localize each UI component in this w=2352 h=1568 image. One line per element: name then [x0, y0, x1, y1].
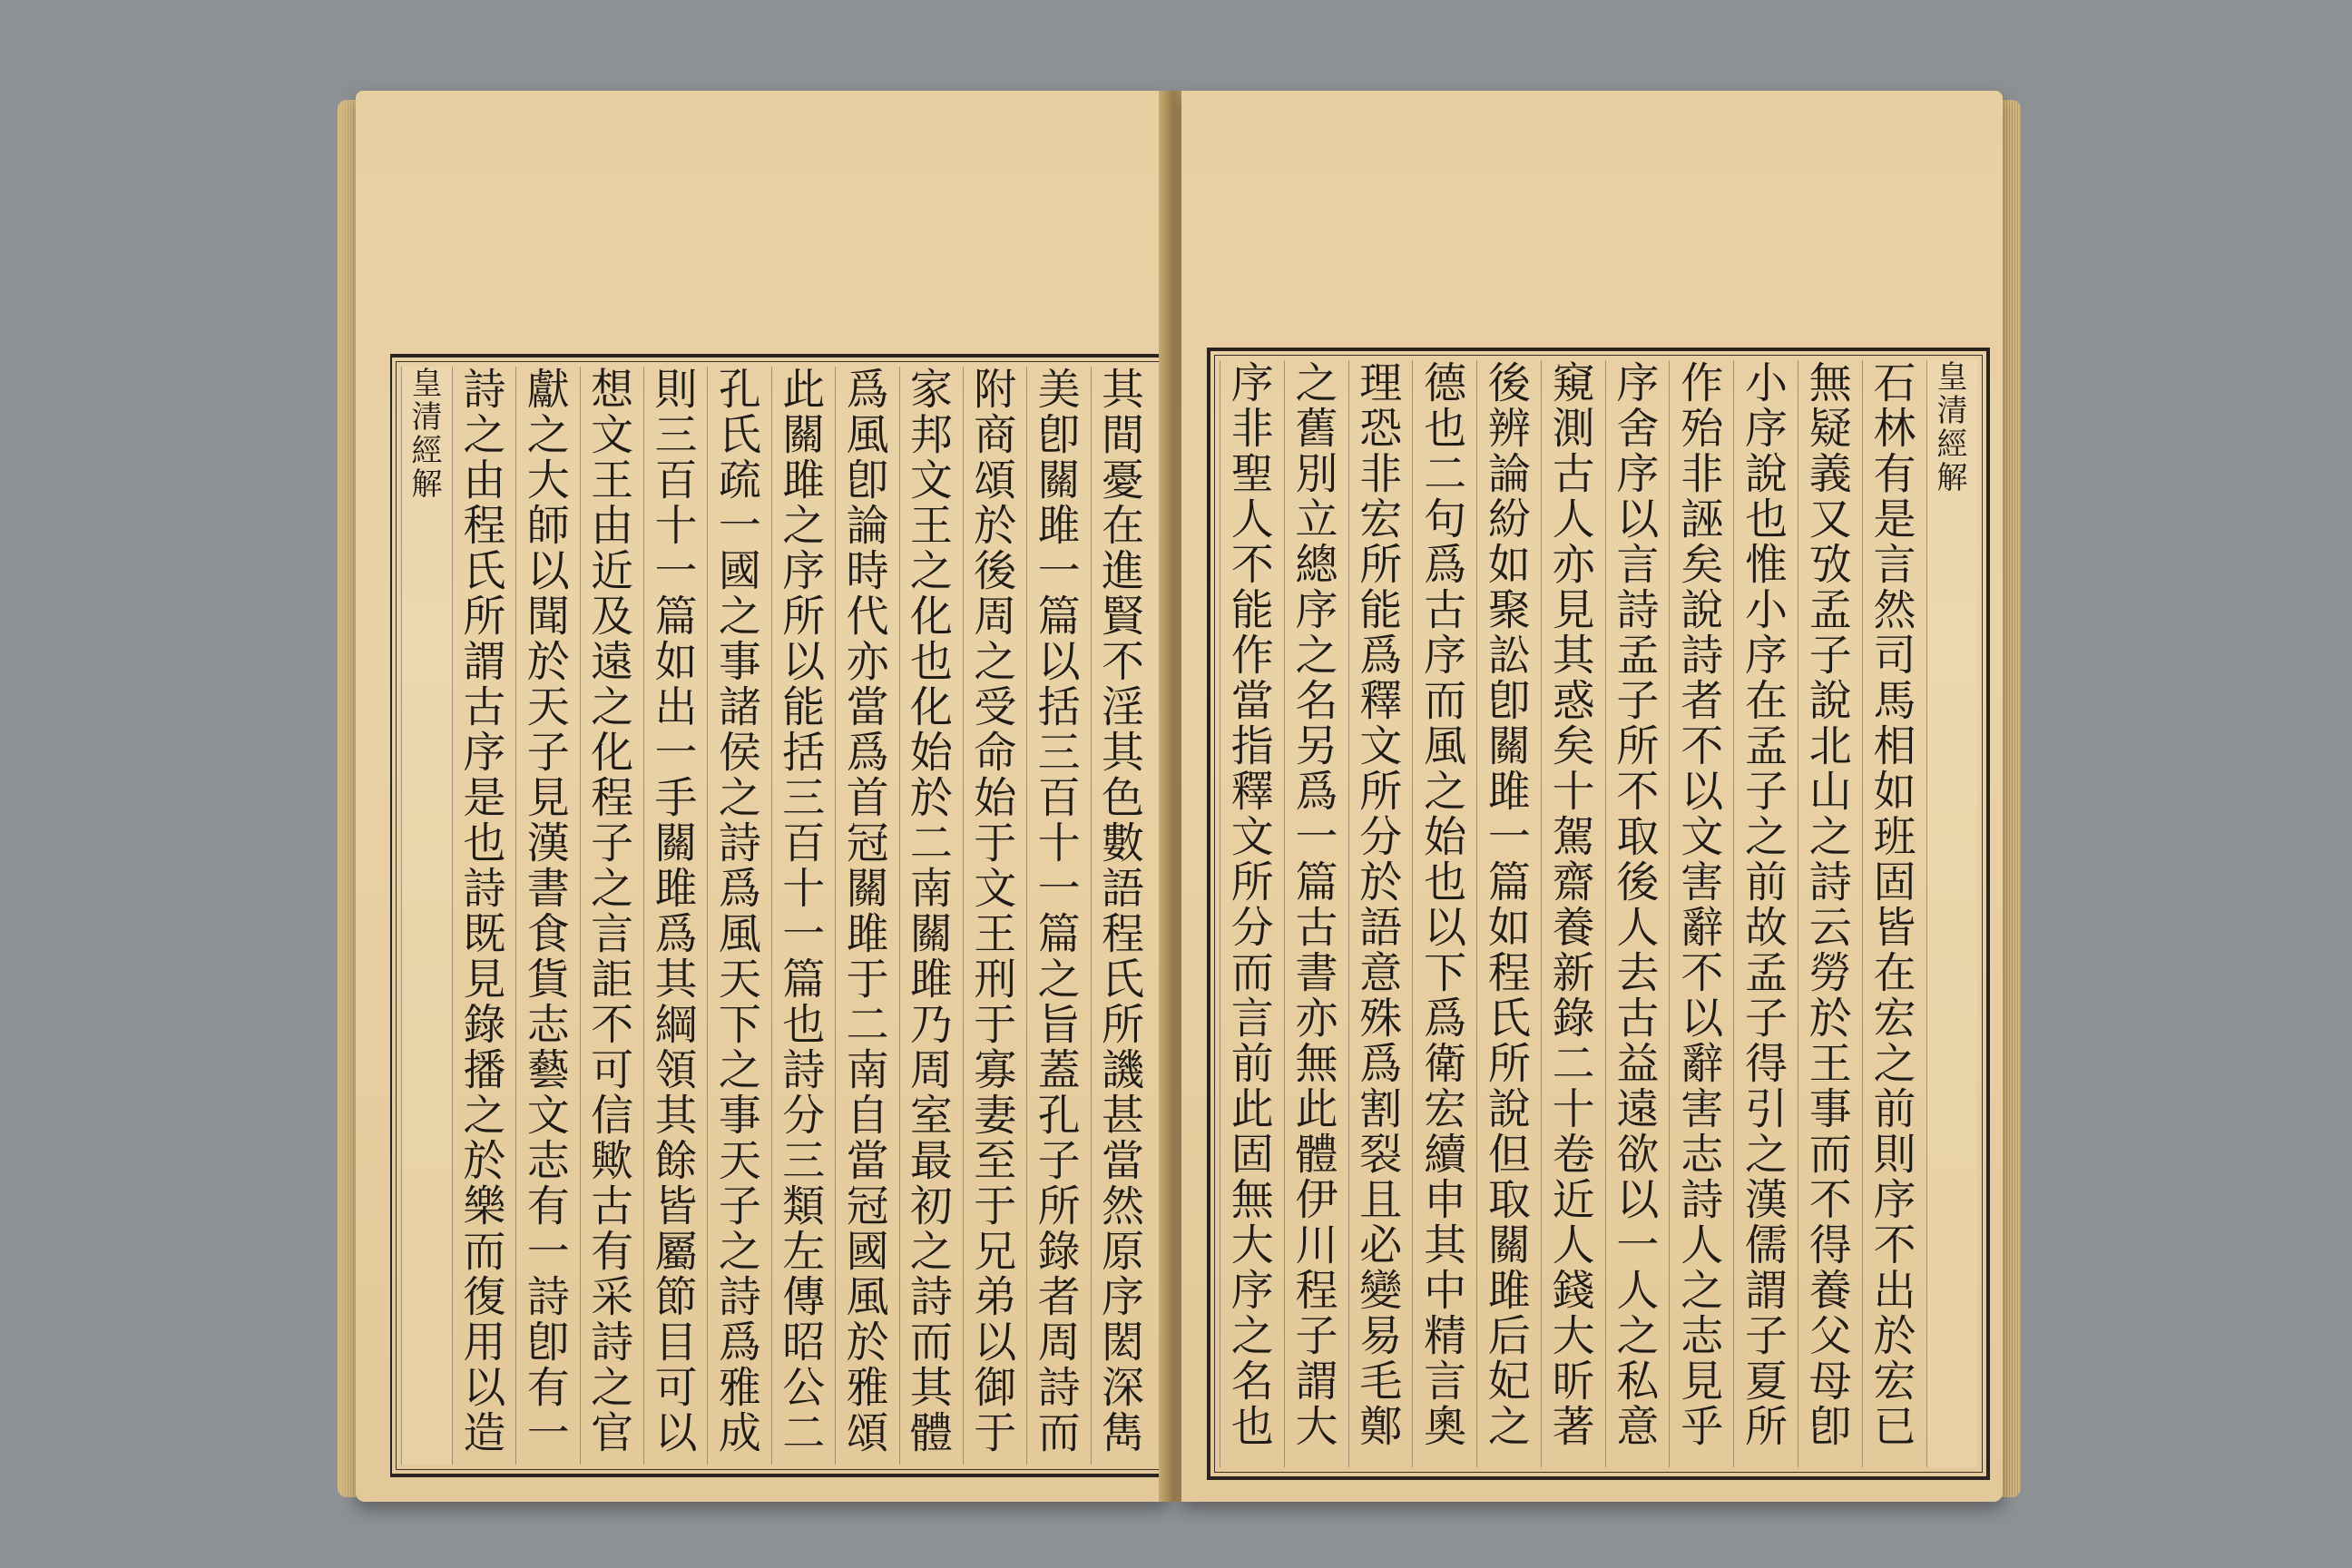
text-column: 後辨論紛如聚訟卽關雎一篇如程氏所說但取關雎后妃之	[1476, 360, 1541, 1467]
text-column: 附商頌於後周之受命始于文王刑于寡妻至于兄弟以御于	[963, 367, 1026, 1465]
text-column: 之舊別立總序之名另爲一篇古書亦無此體伊川程子謂大	[1284, 360, 1348, 1467]
text-column: 家邦文王之化也化始於二南關雎乃周室最初之詩而其體	[899, 367, 963, 1465]
text-column: 其間憂在進賢不淫其色數語程氏所譏甚當然原序閎深雋	[1091, 367, 1154, 1465]
center-fold-column	[401, 367, 452, 1465]
left-page-frame	[390, 354, 1167, 1477]
text-column: 序非聖人不能作當指釋文所分而言前此固無大序之名也	[1220, 360, 1284, 1467]
book-title: 皇清經解	[406, 367, 443, 501]
text-column: 此關雎之序所以能括三百十一篇也詩分三類左傳昭公二	[771, 367, 835, 1465]
text-column: 想文王由近及遠之化程子之言詎不可信歟古有采詩之官	[580, 367, 643, 1465]
text-column: 獻之大師以聞於天子見漢書食貨志藝文志有一詩卽有一	[515, 367, 579, 1465]
text-column: 詩之由程氏所謂古序是也詩既見錄播之於樂而復用以造	[452, 367, 515, 1465]
text-column: 理恐非宏所能爲釋文所分於語意殊爲割裂且必變易毛鄭	[1348, 360, 1413, 1467]
text-column: 德也二句爲古序而風之始也以下爲衛宏續申其中精言奧	[1412, 360, 1476, 1467]
text-column: 則三百十一篇如出一手關雎爲其綱領其餘皆屬節目可以	[643, 367, 707, 1465]
right-page	[1181, 91, 2003, 1502]
center-fold-column	[1926, 360, 1977, 1467]
text-column: 爲風卽論時代亦當爲首冠關雎于二南自當冠國風於雅頌	[835, 367, 898, 1465]
text-column: 序舍序以言詩孟子所不取後人去古益遠欲以一人之私意	[1605, 360, 1670, 1467]
left-page	[356, 91, 1168, 1502]
text-column: 窺測古人亦見其惑矣十駕齋養新錄二十卷近人錢大昕著	[1541, 360, 1605, 1467]
right-text-area	[1220, 360, 1977, 1467]
text-column: 孔氏疏一國之事諸侯之詩爲風天下之事天子之詩爲雅成	[707, 367, 770, 1465]
right-page-frame	[1207, 348, 1990, 1480]
text-column: 美卽關雎一篇以括三百十一篇之旨蓋孔子所錄者周詩而	[1026, 367, 1090, 1465]
text-column: 小序說也惟小序在孟子之前故孟子得引之漢儒謂子夏所	[1733, 360, 1798, 1467]
text-column: 石林有是言然司馬相如班固皆在宏之前則序不出於宏已	[1862, 360, 1926, 1467]
text-column: 無疑義又攷孟子說北山之詩云勞於王事而不得養父母卽	[1798, 360, 1862, 1467]
text-column: 作殆非誣矣說詩者不以文害辭不以辭害志詩人之志見乎	[1669, 360, 1733, 1467]
book-title: 皇清經解	[1931, 360, 1967, 495]
left-text-area	[401, 367, 1154, 1465]
open-book	[338, 91, 2021, 1502]
